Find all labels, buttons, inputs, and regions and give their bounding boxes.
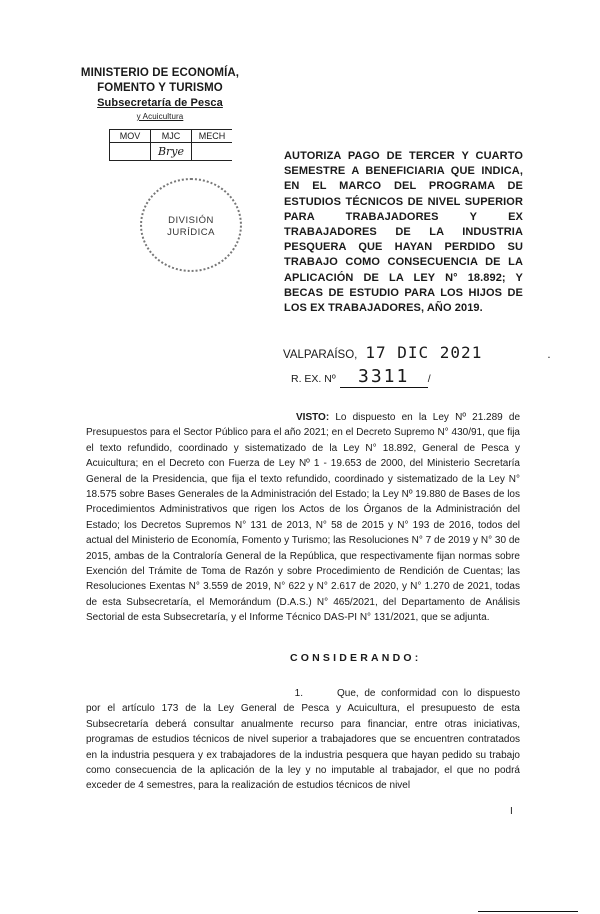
page-mark: I [510,806,513,817]
considerando-item-1 [86,686,520,794]
considerando-heading: CONSIDERANDO: [290,652,422,664]
ministry-name-line1: MINISTERIO DE ECONOMÍA, [80,67,240,79]
initials-cell-mech [192,143,233,161]
initials-header-mov: MOV [110,130,151,143]
footer-rule [478,911,578,912]
initials-cell-mov [110,143,151,161]
subsecretaria-line2: y Acuicultura [136,112,184,121]
stamp-line2: JURÍDICA [167,227,215,238]
date-stamp: 17 DIC 2021 [365,343,483,362]
ministry-name-line2: FOMENTO Y TURISMO [97,82,223,94]
considerando-item-text: Que, de conformidad con lo dispuesto por el artículo 173 de la Ley General de Pesca y Acuicultura, el presupuesto de esta Subsecretaría deberá consultar anualmente recurso para financiar, entre otras iniciativas, programas de estudios técnicos de nivel superior a trabajadores que se encuentren contratados en la industria pesquera y ex trabajadores de la industria pesquera que hayan pedido su trabajo como consecuencia de la aplicación de la ley y no imputable al trabajador, el que no podrá exceder de 4 semestres, para la realización de estudios técnicos de nivel [86,688,520,792]
visto-paragraph [86,410,520,626]
date-dot: . [547,349,551,361]
stamp-line1: DIVISIÓN [168,215,214,226]
document-title: AUTORIZA PAGO DE TERCER Y CUARTO SEMESTRE A BENEFICIARIA QUE INDICA, EN EL MARCO DEL PROGRAMA DE ESTUDIOS TÉCNICOS DE NIVEL SUPERIOR PARA TRABAJADORES Y EX TRABAJADORES DE LA INDUSTRIA PESQUERA QUE HAYAN PERDIDO SU TRABAJO COMO CONSECUENCIA DE LA APLICACIÓN DE LA LEY N° 18.892; Y BECAS DE ESTUDIO PARA LOS HIJOS DE LOS EX TRABAJADORES, AÑO 2019. [284,150,523,315]
resolution-number-line [291,367,431,388]
division-juridica-stamp [140,178,242,272]
ministry-header [60,66,260,122]
place-label: VALPARAÍSO, [283,349,358,361]
subsecretaria-line1: Subsecretaría de Pesca [97,97,223,109]
visto-label: VISTO: [296,412,330,423]
initials-header-mjc: MJC [151,130,192,143]
handwritten-signature: Brye [157,145,185,158]
considerando-item-number: 1. [294,688,303,699]
initials-cell-mjc [151,143,192,161]
initials-table [109,129,232,161]
resolution-label: R. EX. Nº [291,373,336,385]
resolution-number: 3311 [340,367,428,388]
initials-header-mech: MECH [192,130,233,143]
place-date-line [283,343,551,362]
resolution-suffix: / [427,373,431,385]
visto-text: Lo dispuesto en la Ley Nº 21.289 de Presupuestos para el Sector Público para el año 2021; en el Decreto Supremo N° 430/91, que fija el texto refundido, coordinado y sistematizado de la Ley N° 18.892, General de Pesca y Acuicultura; en el Decreto con Fuerza de Ley Nº 1 - 19.653 de 2000, del Ministerio Secretaría General de la Presidencia, que fija el texto refundido, coordinado y sistematizado de la Ley N° 18.575 sobre Bases Generales de la Administración del Estado; la Ley Nº 19.880 de Bases de los Procedimientos Administrativos que rigen los Actos de los Órganos de la Administración del Estado; los Decretos Supremos N° 131 de 2013, N° 58 de 2015 y N° 193 de 2016, todos del actual del Ministerio de Economía, Fomento y Turismo; las Resoluciones N° 7 de 2019 y N° 30 de 2015, ambas de la Contraloría General de la República, que respectivamente fijan normas sobre Exención del Trámite de Toma de Razón y sobre Procedimiento de Rendición de Cuentas; las Resoluciones Exentas N° 3.559 de 2019, N° 622 y N° 2.617 de 2020, y N° 1.270 de 2021, todas de esta Subsecretaría, el Memorándum (D.A.S.) N° 465/2021, del Departamento de Análisis Sectorial de esta Subsecretaría, y el Informe Técnico DAS-PI N° 131/2021, que se adjunta. [86,412,520,624]
